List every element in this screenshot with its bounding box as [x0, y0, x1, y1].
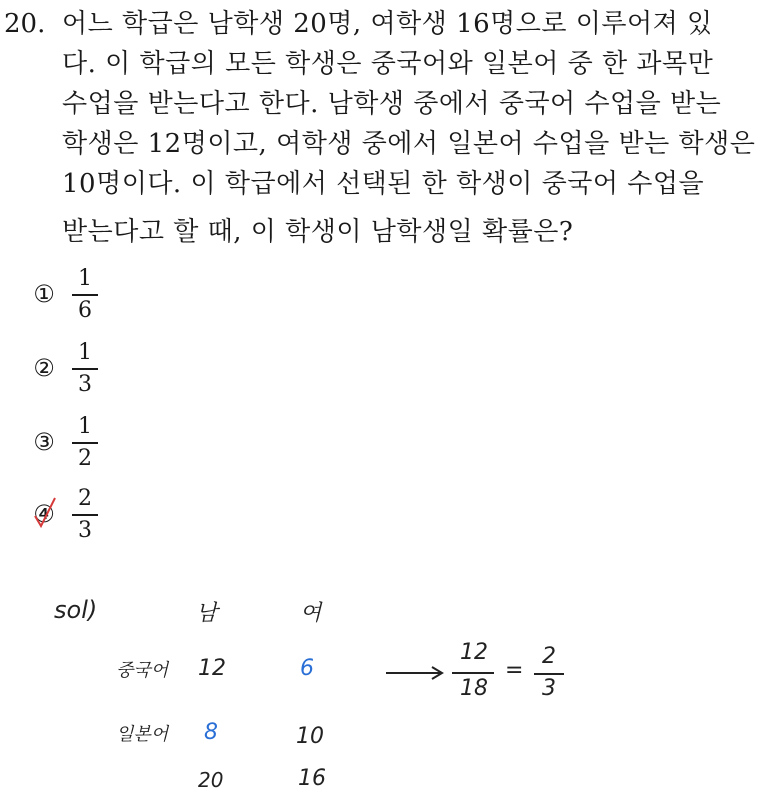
choice-marker: ① [33, 280, 55, 308]
choice-marker: ③ [33, 428, 55, 456]
fraction-bar [72, 442, 98, 444]
choice-1[interactable] [30, 266, 150, 328]
fraction-bar [72, 514, 98, 516]
fraction-numerator: 2 [78, 486, 92, 511]
result-denominator: 18 [460, 676, 488, 701]
solution-label: sol) [54, 596, 98, 624]
fraction-numerator: 1 [78, 414, 92, 439]
choice-marker: ④ [33, 500, 55, 528]
equals-sign: = [505, 658, 524, 683]
choice-fraction [72, 266, 98, 324]
question-line: 다. 이 학급의 모든 학생은 중국어와 일본어 중 한 과목만 [62, 49, 714, 79]
fraction-bar [72, 294, 98, 296]
fraction-denominator: 2 [78, 446, 92, 471]
question-line: 받는다고 할 때, 이 학생이 남학생일 확률은? [62, 217, 574, 247]
fraction-bar [72, 368, 98, 370]
answer-numerator: 2 [542, 644, 556, 669]
question-number: 20. [4, 9, 46, 39]
cell-japanese-male: 8 [204, 720, 218, 745]
row-label-chinese: 중국어 [116, 660, 169, 681]
arrow-icon [384, 664, 446, 680]
fraction-numerator: 1 [78, 266, 92, 291]
choice-2[interactable] [30, 340, 150, 402]
fraction-numerator: 1 [78, 340, 92, 365]
question-line: 학생은 12명이고, 여학생 중에서 일본어 수업을 받는 학생은 [62, 129, 756, 159]
choice-fraction [72, 486, 98, 544]
answer-fraction-bar [534, 673, 564, 675]
header-male: 남 [196, 601, 218, 626]
choice-marker: ② [33, 354, 55, 382]
question-line: 어느 학급은 남학생 20명, 여학생 16명으로 이루어져 있 [62, 9, 713, 39]
checkmark-icon [32, 496, 58, 530]
fraction-denominator: 3 [78, 518, 92, 543]
fraction-denominator: 6 [78, 298, 92, 323]
question-line: 10명이다. 이 학급에서 선택된 한 학생이 중국어 수업을 [62, 169, 705, 199]
result-numerator: 12 [460, 640, 488, 665]
total-female: 16 [298, 766, 326, 791]
cell-japanese-female: 10 [296, 724, 324, 749]
header-female: 여 [300, 601, 322, 626]
choice-fraction [72, 340, 98, 398]
cell-chinese-male: 12 [198, 656, 226, 681]
fraction-denominator: 3 [78, 372, 92, 397]
result-fraction-bar [452, 672, 494, 674]
choice-fraction [72, 414, 98, 472]
choice-3[interactable] [30, 414, 150, 476]
answer-denominator: 3 [542, 676, 556, 701]
question-line: 수업을 받는다고 한다. 남학생 중에서 중국어 수업을 받는 [62, 89, 722, 119]
choice-4[interactable] [30, 486, 150, 548]
cell-chinese-female: 6 [300, 656, 314, 681]
total-male: 20 [198, 768, 224, 792]
row-label-japanese: 일본어 [116, 724, 169, 745]
